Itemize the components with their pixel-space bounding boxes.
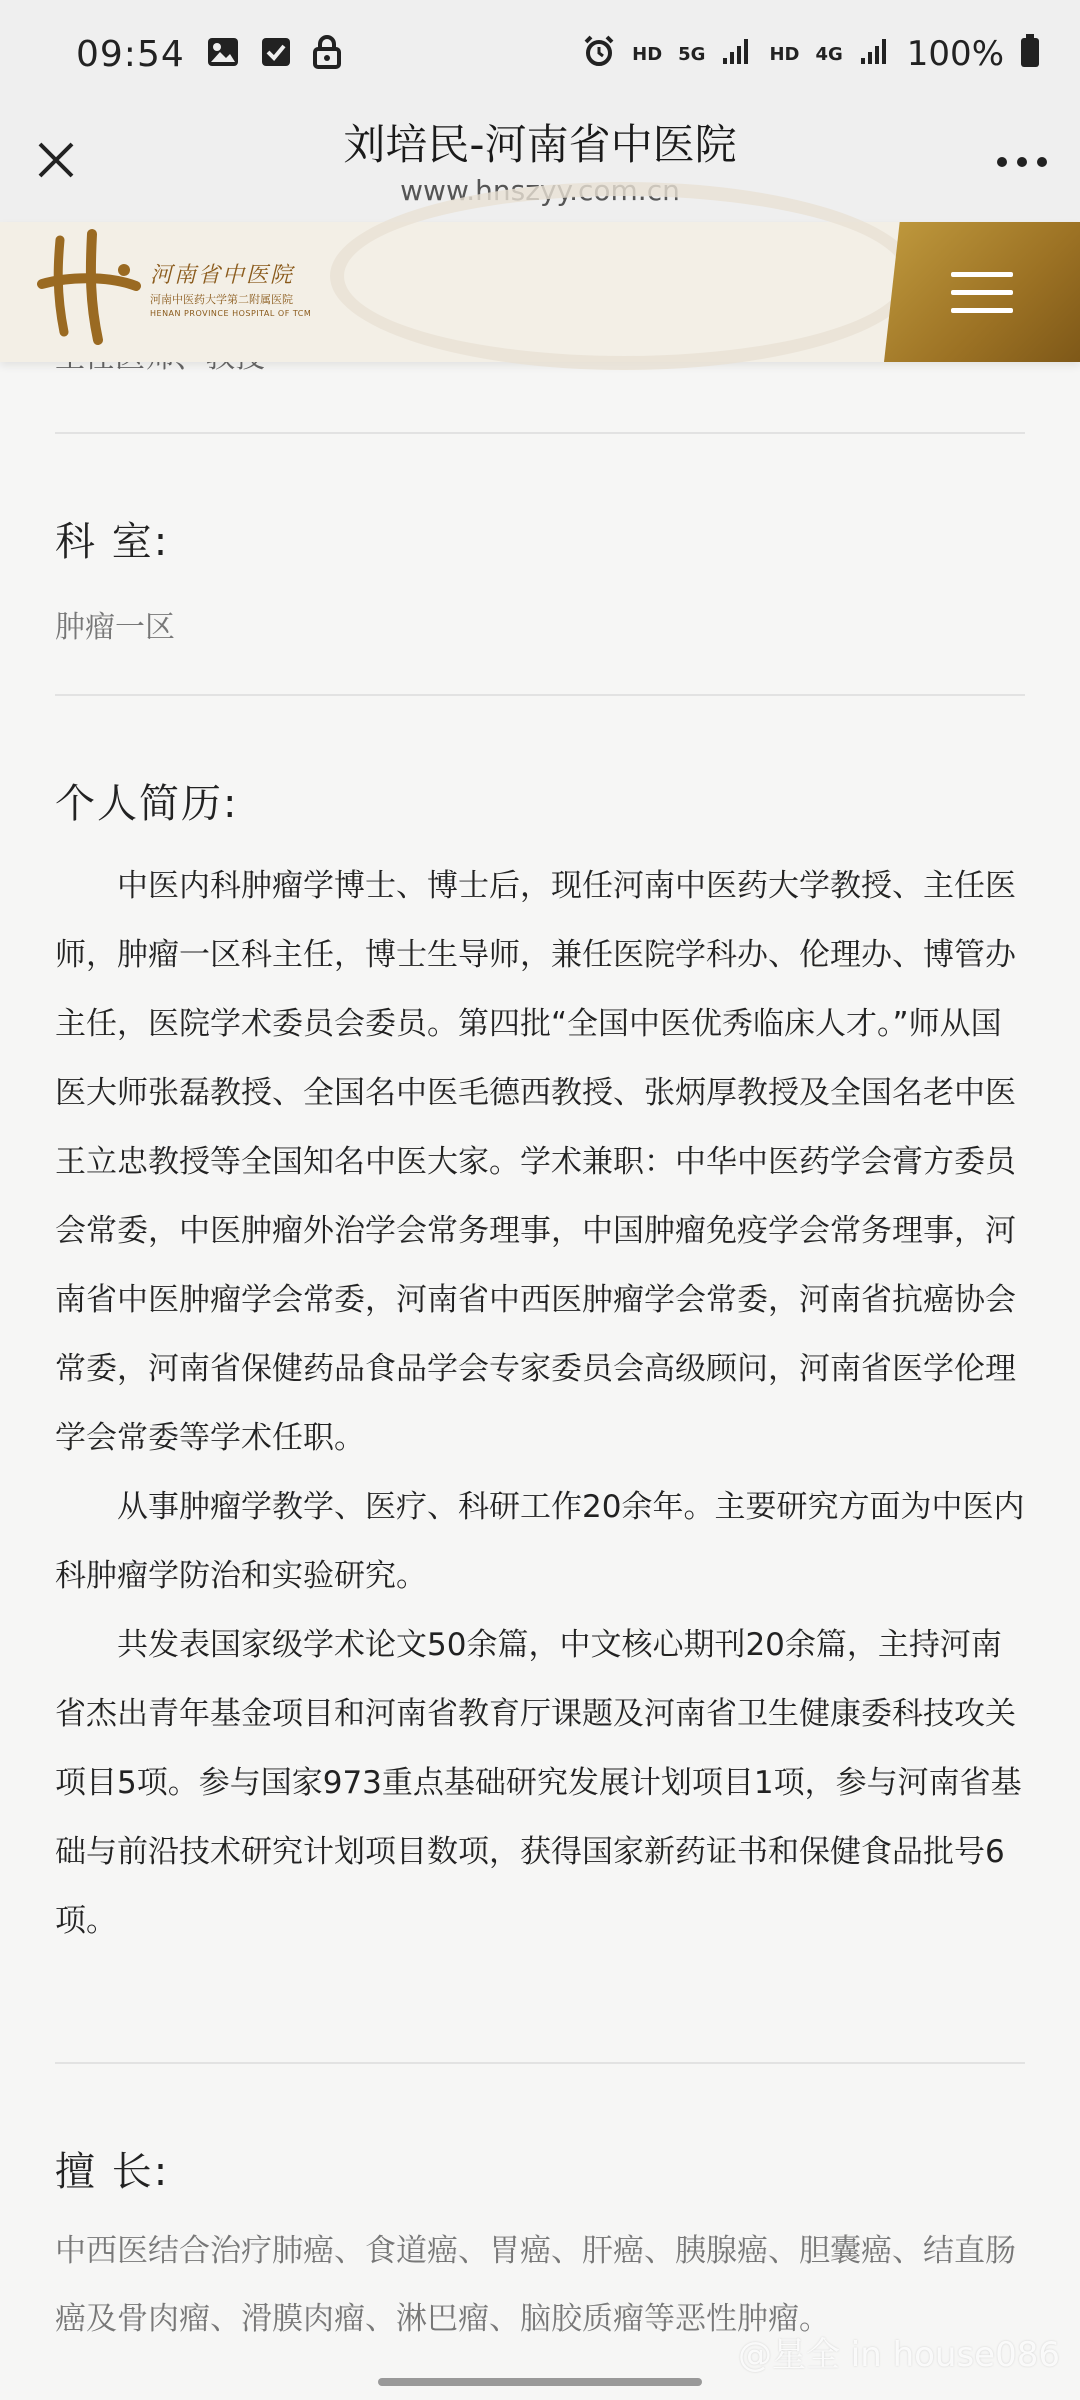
hd-label-2: HD — [769, 43, 800, 65]
bio-paragraph-1: 中医内科肿瘤学博士、博士后，现任河南中医药大学教授、主任医师，肿瘤一区科主任，博士生导师，兼任医院学科办、伦理办、博管办主任，医院学术委员会委员。第四批“全国中医优秀临床人才。”师从国医大师张磊教授、全国名中医毛德西教授、张炳厚教授及全国名老中医王立忠教授等全国知名中医大家。学术兼职：中华中医药学会膏方委员会常委，中医肿瘤外治学会常务理事，中国肿瘤免疫学会常务理事，河南省中医肿瘤学会常委，河南省中西医肿瘤学会常委，河南省抗癌协会常委，河南省保健药品食品学会专家委员会高级顾问，河南省医学伦理学会常委等学术任职。 — [55, 868, 1016, 1456]
check-box-icon — [261, 37, 291, 71]
5g-label: 5G — [678, 43, 706, 65]
divider — [55, 432, 1025, 434]
signal-icon-2 — [859, 36, 891, 72]
divider — [55, 694, 1025, 696]
battery-icon — [1020, 34, 1040, 74]
more-options-button[interactable] — [992, 142, 1052, 182]
hospital-logo[interactable] — [40, 232, 311, 344]
specialty-label: 擅 长: — [55, 2149, 170, 2195]
watermark: @星全 in house086 — [737, 2335, 1060, 2375]
hd-label-1: HD — [632, 43, 663, 65]
status-right — [582, 34, 1040, 74]
logo-emblem-icon — [40, 232, 140, 344]
bio-paragraph-3: 共发表国家级学术论文50余篇，中文核心期刊20余篇，主持河南省杰出青年基金项目和河南省教育厅课题及河南省卫生健康委科技攻关项目5项。参与国家973重点基础研究发展计划项目1项，参与河南省基础与前沿技术研究计划项目数项，获得国家新药证书和保健食品批号6项。 — [55, 1627, 1022, 1939]
home-indicator[interactable] — [378, 2378, 702, 2386]
logo-text — [150, 258, 311, 318]
lock-icon — [313, 35, 341, 73]
department-value: 肿瘤一区 — [55, 610, 175, 645]
status-left — [76, 34, 341, 75]
menu-button[interactable] — [884, 222, 1080, 362]
signal-icon-1 — [721, 36, 753, 72]
alarm-icon — [582, 34, 616, 74]
doctor-profile-content — [0, 362, 1080, 2400]
status-time: 09:54 — [76, 33, 185, 75]
hamburger-icon — [951, 259, 1013, 326]
site-header — [0, 222, 1080, 362]
page-url: www.hnszyy.com.cn — [400, 174, 680, 207]
status-bar — [0, 0, 1080, 108]
bio-paragraph-2: 从事肿瘤学教学、医疗、科研工作20余年。主要研究方面为中医内科肿瘤学防治和实验研究。 — [55, 1489, 1025, 1594]
bio-label: 个人简历: — [55, 781, 239, 827]
logo-sub: 河南中医药大学第二附属医院 — [150, 293, 293, 306]
header-decoration — [330, 182, 918, 370]
4g-label: 4G — [815, 43, 843, 65]
logo-cn: 河南省中医院 — [150, 263, 295, 288]
logo-en: HENAN PROVINCE HOSPITAL OF TCM — [150, 309, 312, 318]
divider — [55, 2062, 1025, 2064]
battery-percent: 100% — [906, 34, 1004, 74]
page-title: 刘培民-河南省中医院 — [343, 120, 737, 169]
gallery-icon — [207, 37, 239, 71]
more-icon — [996, 156, 1048, 168]
specialty-value: 中西医结合治疗肺癌、食道癌、胃癌、肝癌、胰腺癌、胆囊癌、结直肠癌及骨肉瘤、滑膜肉瘤、淋巴瘤、脑胶质瘤等恶性肿瘤。 — [55, 2233, 1016, 2337]
department-label: 科 室: — [55, 519, 170, 565]
